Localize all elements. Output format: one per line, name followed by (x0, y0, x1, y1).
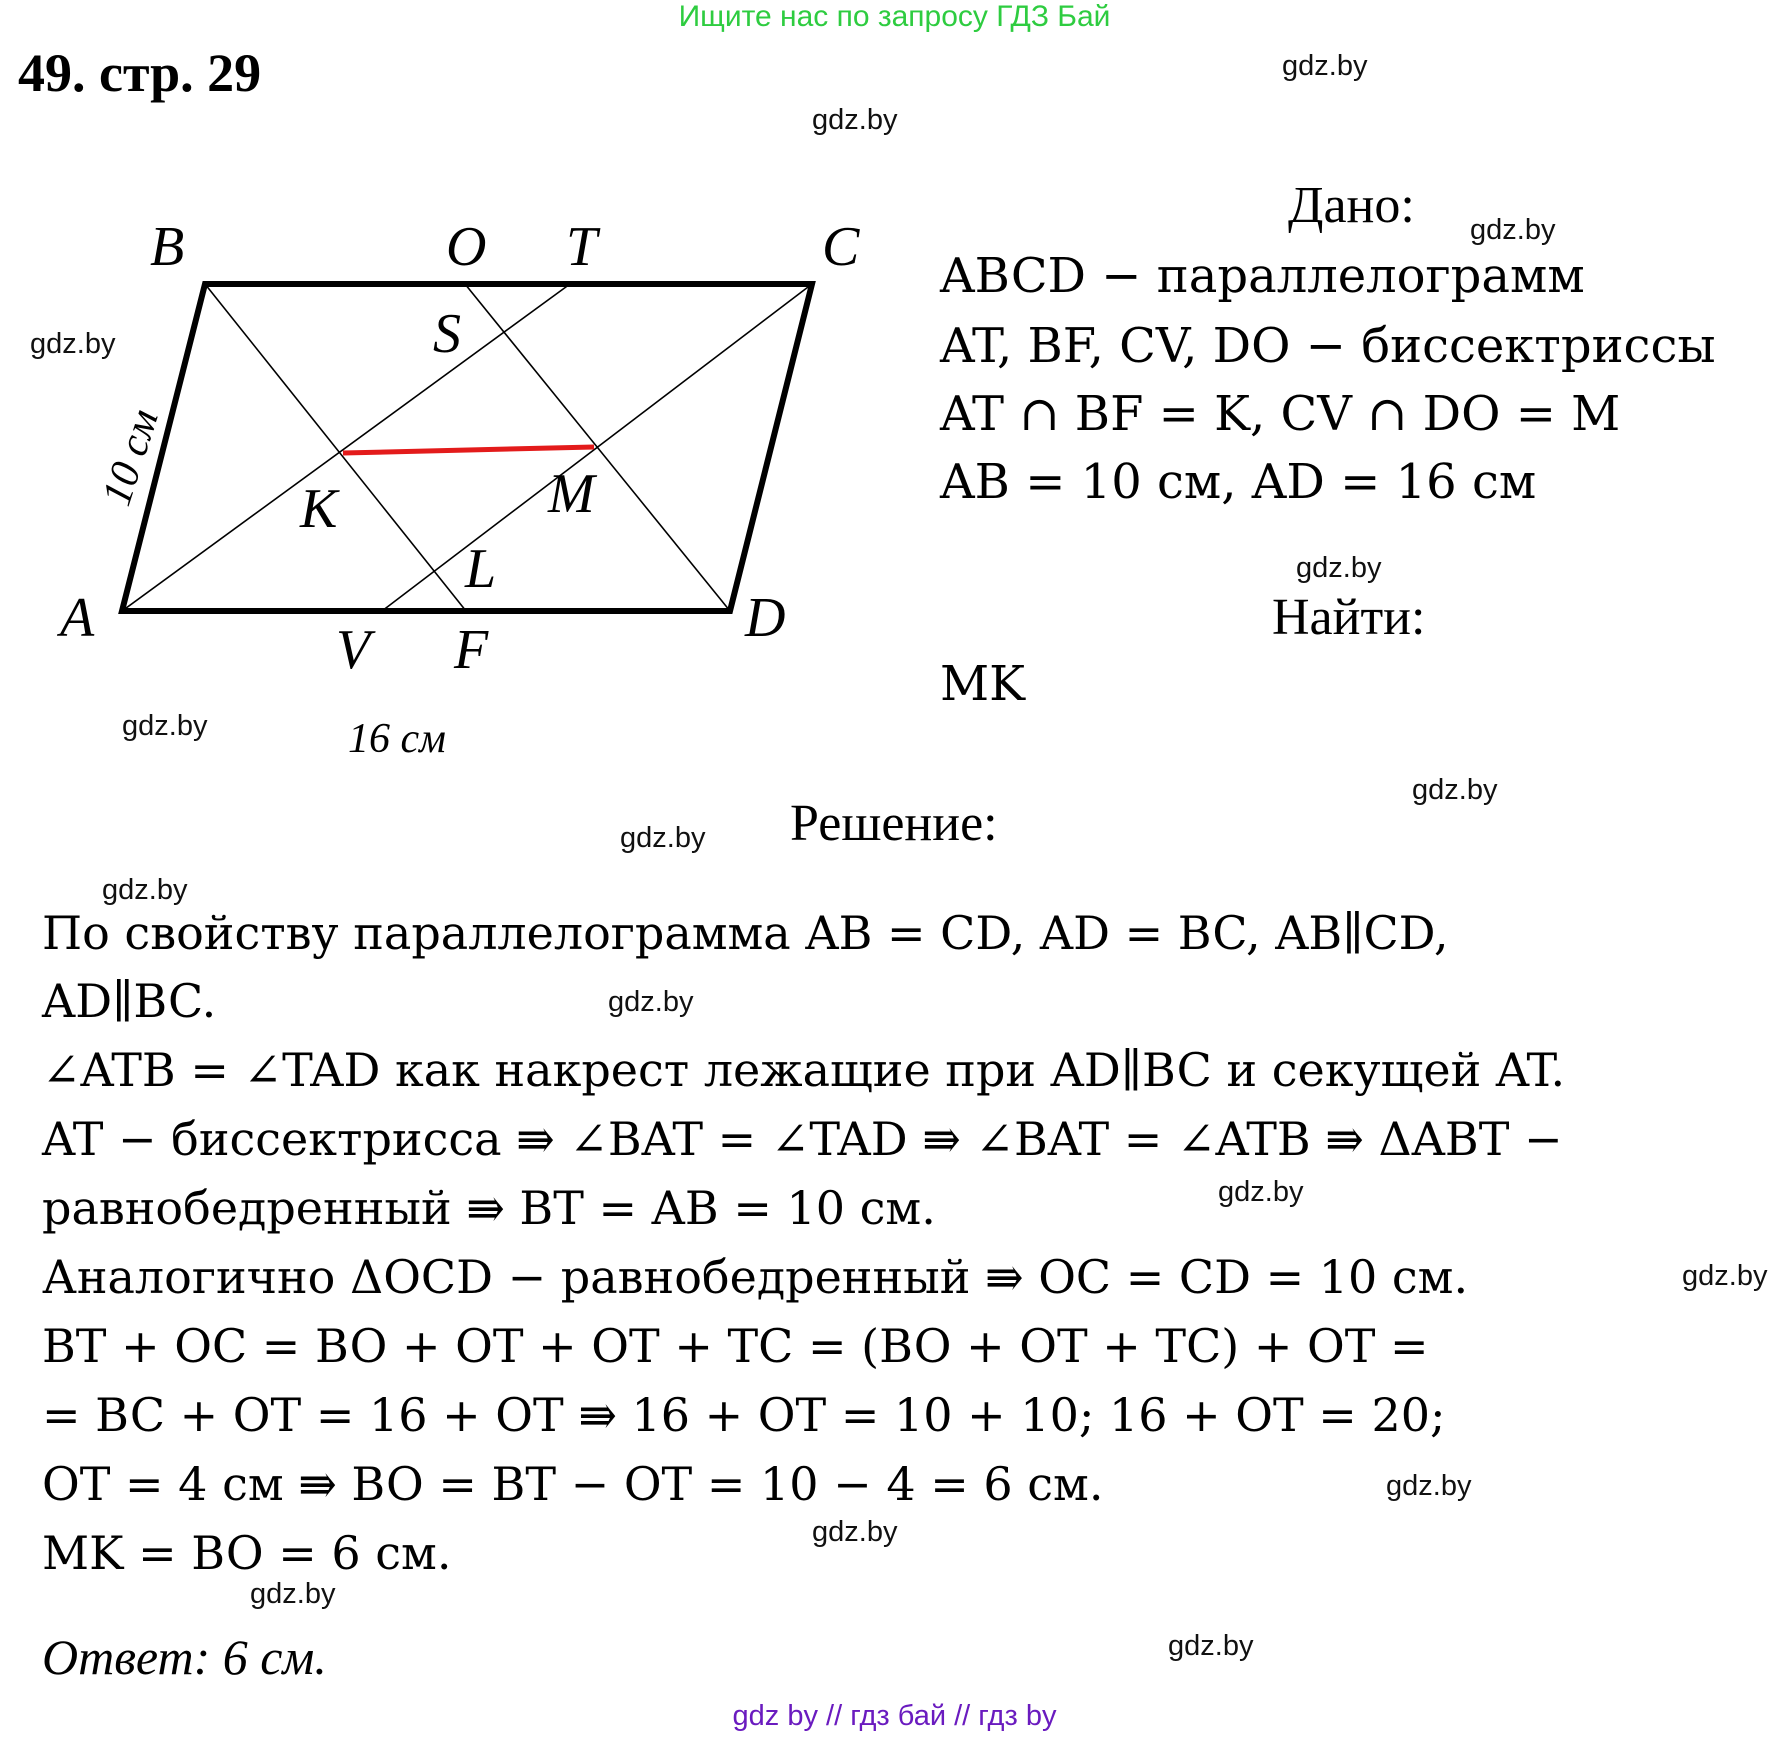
label-d: D (745, 587, 786, 649)
watermark: gdz.by (812, 104, 898, 136)
solution-line: Аналогично ΔOCD − равнобедренный ⇛ OC = CD = 10 см. (42, 1250, 1469, 1304)
find-header: Найти: (1272, 589, 1426, 646)
label-f: F (454, 619, 489, 681)
label-m: M (548, 463, 595, 525)
watermark: gdz.by (122, 710, 208, 742)
label-b: B (150, 216, 185, 278)
label-l: L (465, 538, 497, 600)
solution-line: BT + OC = BO + OT + OT + TC = (BO + OT + TC) + OT = (42, 1319, 1429, 1373)
given-header: Дано: (1288, 177, 1415, 234)
parallelogram-figure (0, 0, 900, 800)
footer-links: gdz by // гдз бай // гдз by (732, 1700, 1057, 1732)
solution-line: равнобедренный ⇛ BT = AB = 10 см. (42, 1181, 936, 1235)
solution-line: По свойству параллелограмма AB = CD, AD = BC, AB∥CD, (42, 906, 1449, 960)
watermark: gdz.by (1218, 1176, 1304, 1208)
task-title: 49. стр. 29 (18, 43, 262, 103)
label-side-ab: 10 см (93, 403, 168, 512)
watermark: gdz.by (1168, 1630, 1254, 1662)
bisector-bf (205, 284, 466, 611)
label-o: O (446, 216, 487, 278)
watermark: gdz.by (1682, 1260, 1768, 1292)
label-a: A (60, 587, 95, 649)
given-line: ABCD − параллелограмм (940, 248, 1585, 304)
watermark: gdz.by (1412, 774, 1498, 806)
solution-line: OT = 4 см ⇛ BO = BT − OT = 10 − 4 = 6 см. (42, 1457, 1104, 1511)
watermark: gdz.by (250, 1578, 336, 1610)
solution-line: MK = BO = 6 см. (42, 1526, 452, 1580)
watermark: gdz.by (812, 1516, 898, 1548)
label-t: T (566, 216, 598, 278)
label-side-ad: 16 см (348, 716, 446, 762)
solution-header: Решение: (790, 795, 998, 852)
given-line: AT ∩ BF = K, CV ∩ DO = M (940, 386, 1621, 442)
given-line: AB = 10 см, AD = 16 см (940, 454, 1537, 510)
watermark: gdz.by (1386, 1470, 1472, 1502)
label-v: V (336, 619, 371, 681)
label-s: S (433, 303, 461, 365)
solution-line: AT − биссектрисса ⇛ ∠BAT = ∠TAD ⇛ ∠BAT = ∠ATB ⇛ ΔABT − (42, 1112, 1563, 1166)
watermark: gdz.by (620, 822, 706, 854)
find-value: MK (940, 656, 1026, 712)
watermark: gdz.by (102, 874, 188, 906)
solution-line: ∠ATB = ∠TAD как накрест лежащие при AD∥BC и секущей AT. (42, 1043, 1566, 1097)
watermark: gdz.by (1296, 552, 1382, 584)
given-line: AT, BF, CV, DO − биссектриссы (940, 318, 1716, 374)
segment-km (343, 447, 594, 453)
watermark: gdz.by (608, 986, 694, 1018)
watermark: gdz.by (1282, 50, 1368, 82)
solution-line: = BC + OT = 16 + OT ⇛ 16 + OT = 10 + 10; 16 + OT = 20; (42, 1388, 1446, 1442)
label-c: C (822, 216, 860, 278)
watermark: gdz.by (1470, 214, 1556, 246)
answer: Ответ: 6 см. (42, 1629, 327, 1685)
top-banner: Ищите нас по запросу ГДЗ Бай (678, 0, 1111, 33)
label-k: K (300, 478, 338, 540)
watermark: gdz.by (30, 328, 116, 360)
solution-line: AD∥BC. (42, 974, 217, 1028)
